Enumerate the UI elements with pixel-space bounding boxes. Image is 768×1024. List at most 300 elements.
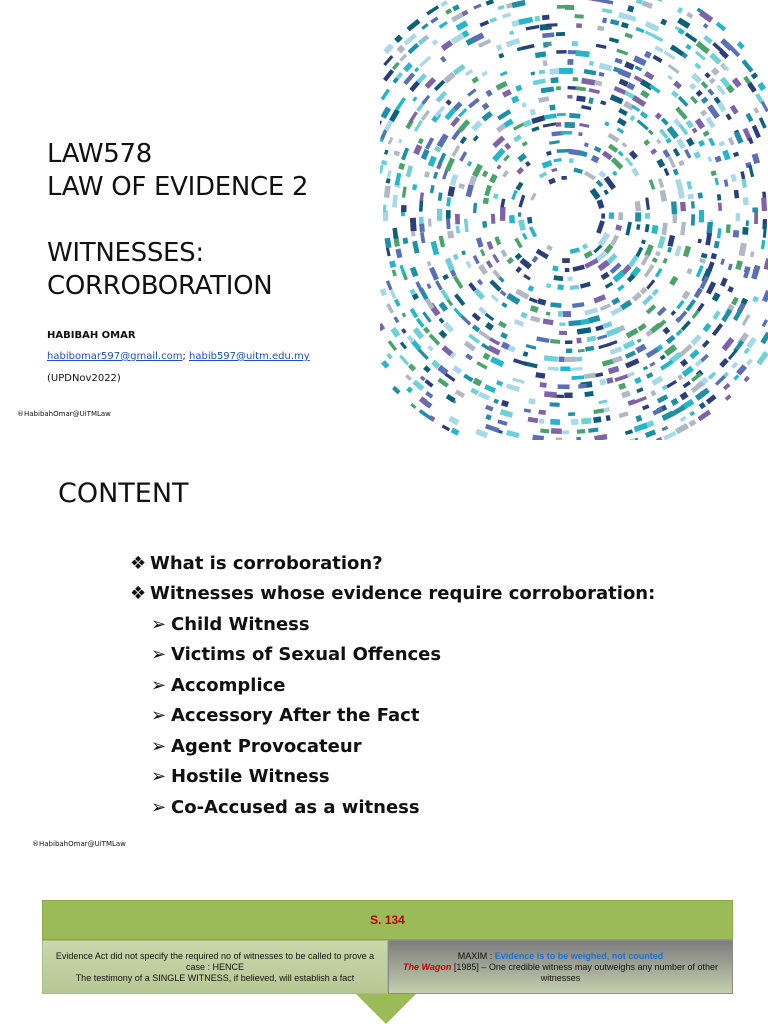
mosaic-tile [471,76,479,83]
mosaic-tile [593,244,602,253]
mosaic-tile [627,5,634,12]
mosaic-tile [416,318,425,328]
mosaic-tile [453,308,462,318]
mosaic-tile [685,44,691,50]
mosaic-tile [760,332,768,345]
mosaic-tile [573,77,579,81]
mosaic-tile [634,377,642,384]
mosaic-tile [726,224,731,233]
mosaic-tile [438,192,443,201]
mosaic-tile [629,115,635,121]
section-134-slide [0,886,768,1024]
mosaic-tile [459,151,467,161]
mosaic-tile [571,375,584,380]
mosaic-tile [743,376,749,383]
mosaic-tile [386,303,394,313]
mosaic-tile [598,232,610,247]
mosaic-tile [467,161,472,167]
mosaic-tile [638,323,647,331]
mosaic-tile [549,104,555,110]
flow-diagram [42,900,733,994]
mosaic-tile [678,96,689,107]
mosaic-tile [384,185,391,198]
mosaic-tile [616,49,628,56]
copyright-note: ®HabibahOmar@UiTMLaw [32,840,126,848]
mosaic-tile [678,160,685,166]
maxim-label: MAXIM : [457,950,495,961]
mosaic-tile [658,178,664,188]
mosaic-tile [569,113,580,119]
mosaic-tile [656,159,665,168]
mosaic-tile [698,239,702,244]
mosaic-tile [646,372,654,379]
mosaic-tile [686,137,695,146]
list-item-text: Accomplice [171,674,286,696]
mosaic-tile [596,44,607,49]
mosaic-tile [503,155,510,162]
mosaic-tile [490,356,504,367]
mosaic-tile [581,418,591,425]
case-line [395,962,726,984]
mosaic-tile [453,275,463,289]
mosaic-tile [701,81,709,89]
mosaic-tile [439,330,448,339]
mosaic-tile [634,66,642,72]
mosaic-tile [413,327,425,339]
list-item [130,762,655,793]
mosaic-tile [430,185,435,193]
mosaic-tile [447,186,455,197]
list-item [130,792,655,823]
mosaic-tile [731,362,738,369]
mosaic-tile [708,137,715,146]
mosaic-tile [530,316,540,323]
mosaic-tile [402,187,407,198]
mosaic-tile [550,419,560,425]
mosaic-tile [627,371,635,377]
mosaic-tile [398,163,405,170]
mosaic-tile [640,111,648,119]
mosaic-tile [529,297,538,303]
mosaic-tile [557,284,563,290]
mosaic-tile [392,386,401,394]
mosaic-tile [761,240,766,249]
title-spacer [47,204,308,237]
mosaic-tile [473,203,477,213]
mosaic-tile [487,345,500,356]
mosaic-tile [543,318,554,325]
mosaic-tile [529,109,536,116]
mosaic-tile [645,30,656,37]
mosaic-tile [383,43,394,54]
mosaic-tile [645,224,650,232]
mosaic-tile [602,151,613,161]
mosaic-tile [604,176,616,190]
mosaic-tile [550,77,558,83]
mosaic-tile [389,260,396,268]
mosaic-tile [498,321,507,329]
mosaic-tile [404,33,417,46]
mosaic-tile [598,170,606,178]
section-header: S. 134 [42,900,733,940]
mosaic-tile [700,109,707,116]
mosaic-tile [406,165,413,177]
mosaic-tile [496,81,508,91]
mosaic-tile [543,122,557,127]
mosaic-tile [641,239,646,244]
mosaic-tile [524,408,531,413]
mosaic-tile [489,174,498,184]
mosaic-tile [584,373,596,379]
mosaic-tile [492,254,500,263]
mosaic-tile [660,18,667,25]
mosaic-tile [593,408,604,414]
mosaic-tile [532,256,539,263]
mosaic-tile [420,376,426,382]
mosaic-tile [574,14,583,18]
mosaic-tile [570,367,583,371]
mosaic-tile [418,138,424,145]
mosaic-tile [562,258,570,263]
list-item [130,609,655,640]
mosaic-tile [566,349,572,354]
mosaic-tile [548,366,559,370]
mosaic-tile [469,176,477,186]
mosaic-tile [472,312,481,321]
mosaic-tile [506,257,514,264]
mosaic-tile [394,299,401,307]
mosaic-tile [421,110,430,121]
mosaic-tile [602,321,612,329]
content-heading: CONTENT [58,478,189,509]
mosaic-tile [410,308,419,318]
mosaic-tile [597,334,607,340]
mosaic-tile [388,340,397,351]
mosaic-tile [549,140,560,145]
mosaic-tile [438,153,446,165]
mosaic-tile [535,372,545,379]
mosaic-tile [523,274,531,280]
mosaic-tile [682,290,691,299]
mosaic-tile [456,225,461,233]
mosaic-tile [759,117,767,129]
mosaic-tile [522,44,535,50]
mosaic-tile [664,168,670,176]
version-note: (UPDNov2022) [47,373,121,384]
mosaic-tile [392,228,398,239]
mosaic-tile [478,264,488,275]
mosaic-tile [561,131,572,135]
mosaic-tile [687,194,694,200]
arrow-bullet-icon: ➢ [151,613,167,635]
mosaic-tile [646,347,659,358]
mosaic-tile [565,268,570,272]
mosaic-tile [410,403,416,409]
mosaic-tile [386,247,391,256]
mosaic-tile [525,161,531,167]
mosaic-tile [663,51,675,60]
mosaic-tile [557,113,566,116]
mosaic-tile [691,201,695,208]
mosaic-tile [585,346,594,352]
mosaic-tile [419,56,431,68]
mosaic-tile [427,261,432,266]
mosaic-tile [399,355,409,366]
mosaic-tile [478,306,487,315]
mosaic-tile [641,254,650,266]
mosaic-tile [644,51,652,59]
mosaic-tile [709,53,721,65]
mosaic-tile [544,355,558,362]
mosaic-tile [761,198,767,212]
mosaic-tile [575,50,589,57]
mosaic-tile [579,151,587,158]
mosaic-tile [635,201,641,211]
mosaic-tile [675,423,689,434]
mosaic-tile [410,218,417,232]
email-link-uitm[interactable]: habib597@uitm.edu.my [189,351,310,362]
mosaic-tile [703,130,710,137]
mosaic-tile [428,218,432,226]
mosaic-tile [527,217,532,224]
mosaic-tile [577,429,586,434]
mosaic-tile [380,165,384,174]
mosaic-tile [486,0,494,6]
mosaic-tile [556,50,566,54]
list-item [130,701,655,732]
mosaic-tile [390,327,400,338]
mosaic-tile [489,280,501,292]
mosaic-tile [717,194,721,200]
mosaic-tile [676,300,685,310]
mosaic-tile [516,167,524,175]
mosaic-tile [667,235,675,247]
mosaic-tile [624,61,634,70]
mosaic-tile [655,112,662,119]
mosaic-tile [680,416,687,422]
mosaic-tile [610,234,619,246]
mosaic-tile [634,75,643,82]
mosaic-tile [436,91,448,103]
mosaic-tile [741,179,746,188]
mosaic-tile [637,338,642,343]
mosaic-tile [447,230,454,238]
mosaic-tile [743,197,749,205]
mosaic-tile [561,176,567,180]
mosaic-tile [412,184,417,190]
mosaic-tile [572,41,578,46]
mosaic-tile [390,289,397,299]
mosaic-tile [757,82,766,91]
mosaic-tile [440,56,447,63]
mosaic-tile [641,0,653,8]
mosaic-tile [399,54,407,62]
mosaic-tile [520,312,527,319]
arrow-bullet-icon: ➢ [151,644,167,666]
mosaic-tile [473,135,479,141]
mosaic-tile [625,358,639,368]
email-link-gmail[interactable]: habibomar597@gmail.com [47,351,183,362]
mosaic-tile [568,320,580,326]
mosaic-tile [722,150,731,161]
mosaic-tile [455,214,460,225]
mosaic-tile [657,236,665,249]
mosaic-tile [577,327,592,334]
mosaic-tile [484,384,496,393]
mosaic-tile [752,207,758,212]
mosaic-tile [723,383,731,390]
mosaic-tile [564,122,575,128]
mosaic-tile [706,281,716,294]
mosaic-tile [398,139,403,144]
mosaic-tile [528,398,536,404]
mosaic-tile [584,258,598,269]
mosaic-tile [407,19,421,32]
mosaic-tile [439,235,446,247]
mosaic-tile [736,213,740,221]
mosaic-tile [445,258,455,272]
mosaic-tile [650,148,657,155]
mosaic-tile [547,42,552,47]
mosaic-tile [600,0,614,5]
mosaic-tile [401,328,407,334]
mosaic-tile [689,349,699,359]
mosaic-tile [421,95,430,105]
mosaic-tile [588,427,598,432]
mosaic-tile [446,210,451,218]
mosaic-tile [437,209,442,221]
mosaic-tile [667,156,676,169]
list-item-text: Victims of Sexual Offences [171,644,442,666]
mosaic-tile [501,400,509,407]
mosaic-tile [632,95,646,107]
course-title: LAW OF EVIDENCE 2 [47,172,309,202]
mosaic-tile [496,380,503,386]
mosaic-tile [660,190,668,202]
mosaic-tile [513,358,527,366]
mosaic-tile [677,374,683,380]
mosaic-tile [414,120,423,132]
mosaic-tile [576,23,582,28]
mosaic-tile [408,363,416,371]
mosaic-tile [612,356,623,364]
mosaic-tile [728,137,735,146]
mosaic-tile [712,323,723,336]
mosaic-tile [443,72,455,84]
mosaic-tile [383,205,386,213]
diamond-bullet-icon: ❖ [130,552,147,574]
mosaic-tile [625,222,632,236]
mosaic-tile [481,343,490,350]
mosaic-tile [542,160,553,169]
mosaic-tile [706,117,716,129]
mosaic-tile [654,35,664,42]
mosaic-tile [733,152,739,158]
mosaic-tile [691,73,702,84]
radial-mosaic-graphic [380,0,768,440]
mosaic-tile [701,96,709,103]
mosaic-tile [389,109,400,122]
mosaic-tile [667,75,673,80]
mosaic-tile [420,232,425,243]
mosaic-tile [621,390,631,398]
mosaic-tile [736,364,747,375]
mosaic-tile [683,381,691,388]
mosaic-tile [761,101,768,112]
mosaic-tile [403,62,413,72]
mosaic-tile [415,281,423,293]
mosaic-tile [725,113,731,120]
mosaic-tile [486,260,493,268]
mosaic-tile [594,146,602,153]
mosaic-tile [533,78,546,85]
mosaic-tile [452,4,460,11]
mosaic-tile [707,88,714,95]
mosaic-tile [439,21,448,29]
mosaic-tile [681,320,691,331]
mosaic-tile [617,284,625,291]
mosaic-tile [543,60,548,66]
mosaic-tile [493,399,499,404]
mosaic-tile [657,394,669,403]
mosaic-tile [597,199,605,209]
mosaic-tile [429,267,439,281]
mosaic-tile [394,34,403,43]
mosaic-tile [560,366,570,371]
mosaic-tile [496,164,501,169]
mosaic-tile [589,88,600,94]
title-block [47,138,308,303]
mosaic-tile [458,119,471,132]
mosaic-tile [637,119,649,130]
mosaic-tile [644,71,654,80]
mosaic-tile [446,197,451,206]
mosaic-tile [498,53,504,59]
mosaic-tile [648,129,654,135]
mosaic-tile [528,417,539,423]
mosaic-tile [752,296,759,303]
mosaic-tile [538,96,549,103]
mosaic-tile [686,120,694,129]
mosaic-tile [703,323,712,332]
mosaic-tile [500,71,508,77]
mosaic-tile [419,409,431,419]
mosaic-tile [403,238,409,244]
mosaic-tile [559,322,565,326]
mosaic-tile [645,213,650,219]
mosaic-tile [572,302,584,308]
mosaic-tile [570,285,579,290]
mosaic-tile [751,72,758,79]
list-item-text: Co-Accused as a witness [171,796,420,818]
mosaic-tile [596,220,605,234]
mosaic-tile [546,283,552,288]
mosaic-tile [756,351,768,365]
mosaic-tile [500,207,506,221]
mosaic-tile [696,90,703,97]
mosaic-tile [437,133,449,148]
mosaic-tile [530,305,539,313]
copyright-note: ®HabibahOmar@UiTMLaw [17,410,111,418]
mosaic-tile [694,151,701,159]
mosaic-tile [439,302,449,312]
mosaic-tile [380,288,387,296]
diamond-bullet-icon: ❖ [130,583,147,605]
mosaic-tile [557,149,570,153]
mosaic-tile [518,195,525,208]
mosaic-tile [676,138,686,149]
mosaic-tile [599,72,605,77]
